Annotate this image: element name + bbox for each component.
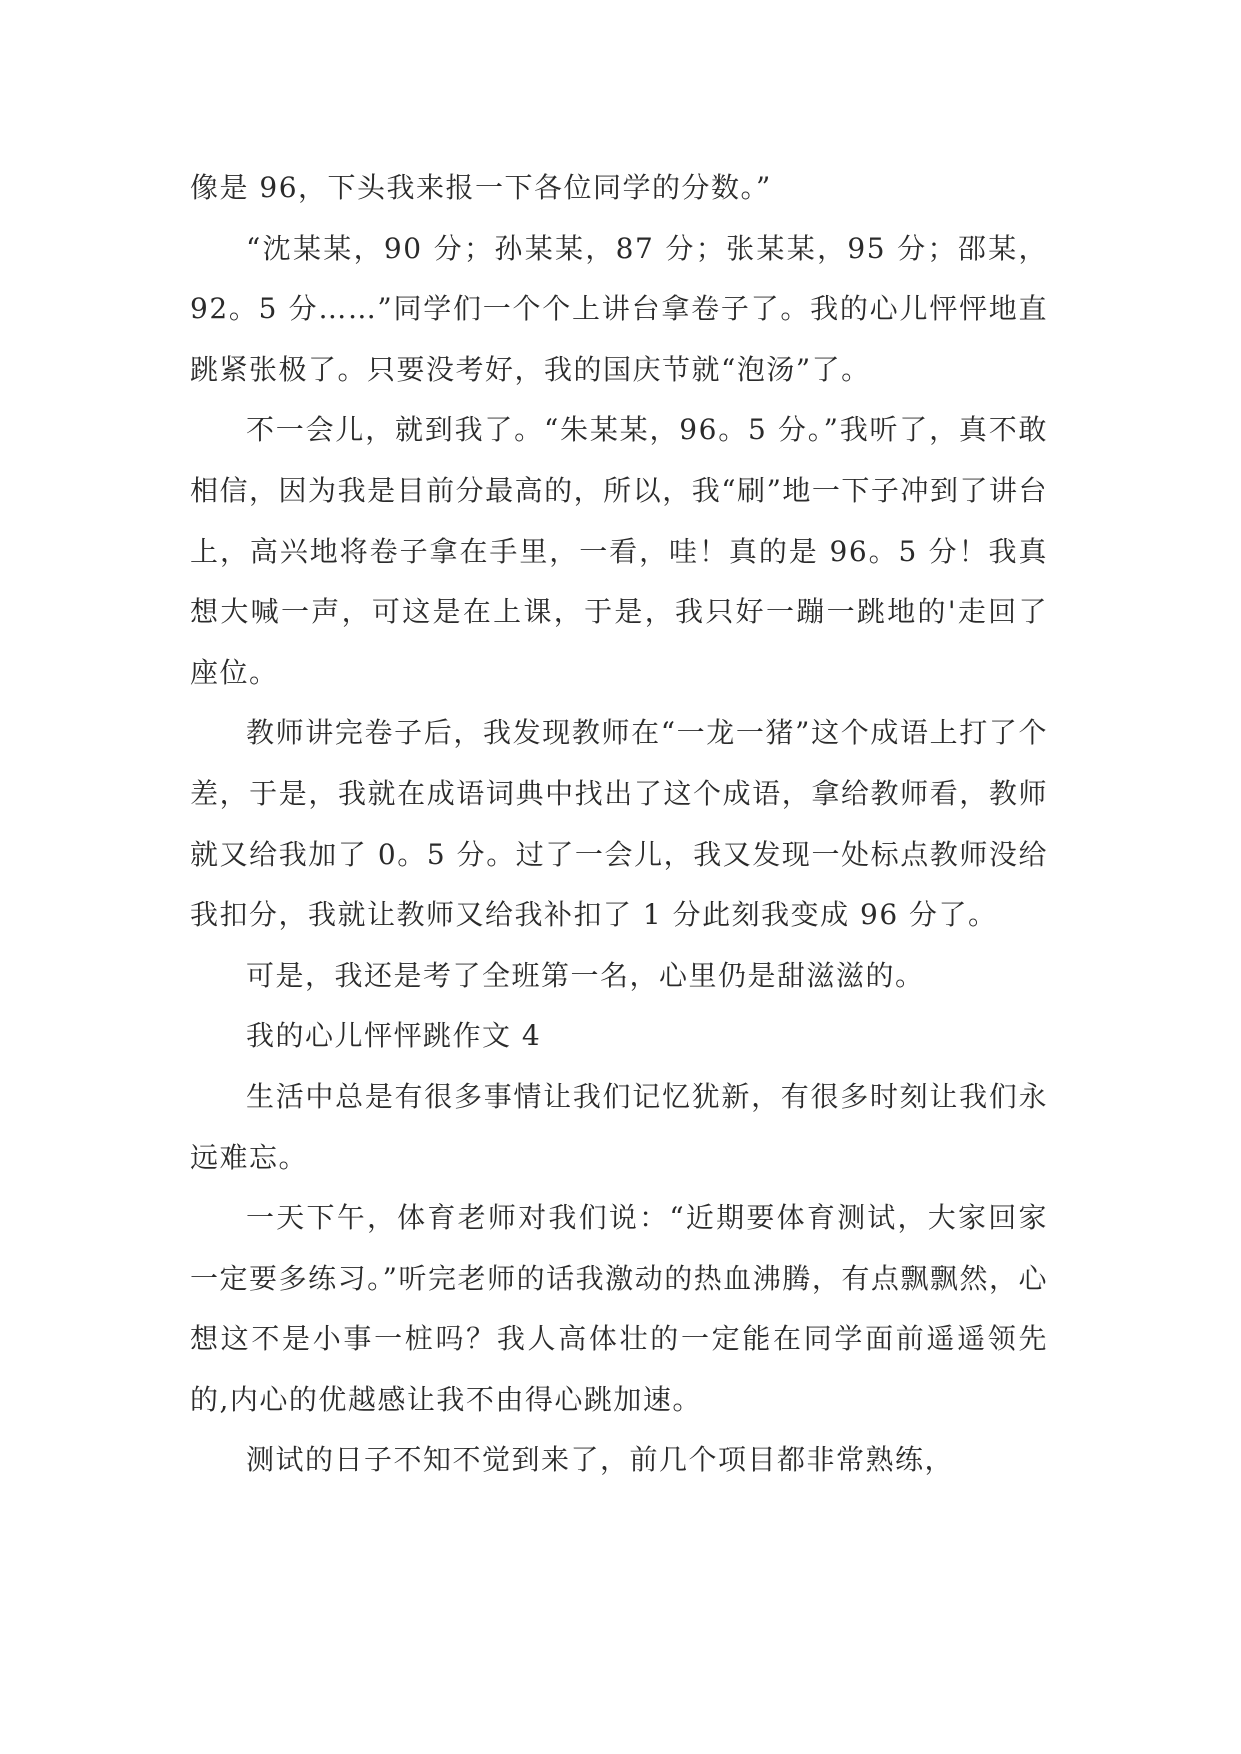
paragraph: 不一会儿，就到我了。“朱某某，96。5 分。”我听了，真不敢相信，因为我是目前分最高的，所以，我“刷”地一下子冲到了讲台上，高兴地将卷子拿在手里，一看，哇！真的是 96。5 分！我真想大喊一声，可这是在上课，于是，我只好一蹦一跳地的'走回了座位。 xyxy=(190,413,1048,689)
paragraph: 一天下午，体育老师对我们说：“近期要体育测试，大家回家一定要多练习。”听完老师的话我激动的热血沸腾，有点飘飘然，心想这不是小事一桩吗？我人高体壮的一定能在同学面前遥遥领先的,内心的优越感让我不由得心跳加速。 xyxy=(190,1201,1048,1416)
paragraph: 生活中总是有很多事情让我们记忆犹新，有很多时刻让我们永远难忘。 xyxy=(190,1079,1048,1174)
paragraph: 教师讲完卷子后，我发现教师在“一龙一猪”这个成语上打了个差，于是，我就在成语词典中找出了这个成语，拿给教师看，教师就又给我加了 0。5 分。过了一会儿，我又发现一处标点教师没给我扣分，我就让教师又给我补扣了 1 分此刻我变成 96 分了。 xyxy=(190,716,1048,932)
paragraph: 像是 96，下头我来报一下各位同学的分数。” xyxy=(190,171,772,204)
paragraph: 测试的日子不知不觉到来了，前几个项目都非常熟练， xyxy=(246,1443,955,1477)
paragraph: 可是，我还是考了全班第一名，心里仍是甜滋滋的。 xyxy=(246,958,925,992)
paragraph: “沈某某，90 分；孙某某，87 分；张某某，95 分；邵某，92。5 分……”同学们一个个上讲台拿卷子了。我的心儿怦怦地直跳紧张极了。只要没考好，我的国庆节就“泡汤”了。 xyxy=(190,231,1048,386)
section-heading: 我的心儿怦怦跳作文 4 xyxy=(246,1019,542,1053)
document-body xyxy=(190,158,1048,1491)
